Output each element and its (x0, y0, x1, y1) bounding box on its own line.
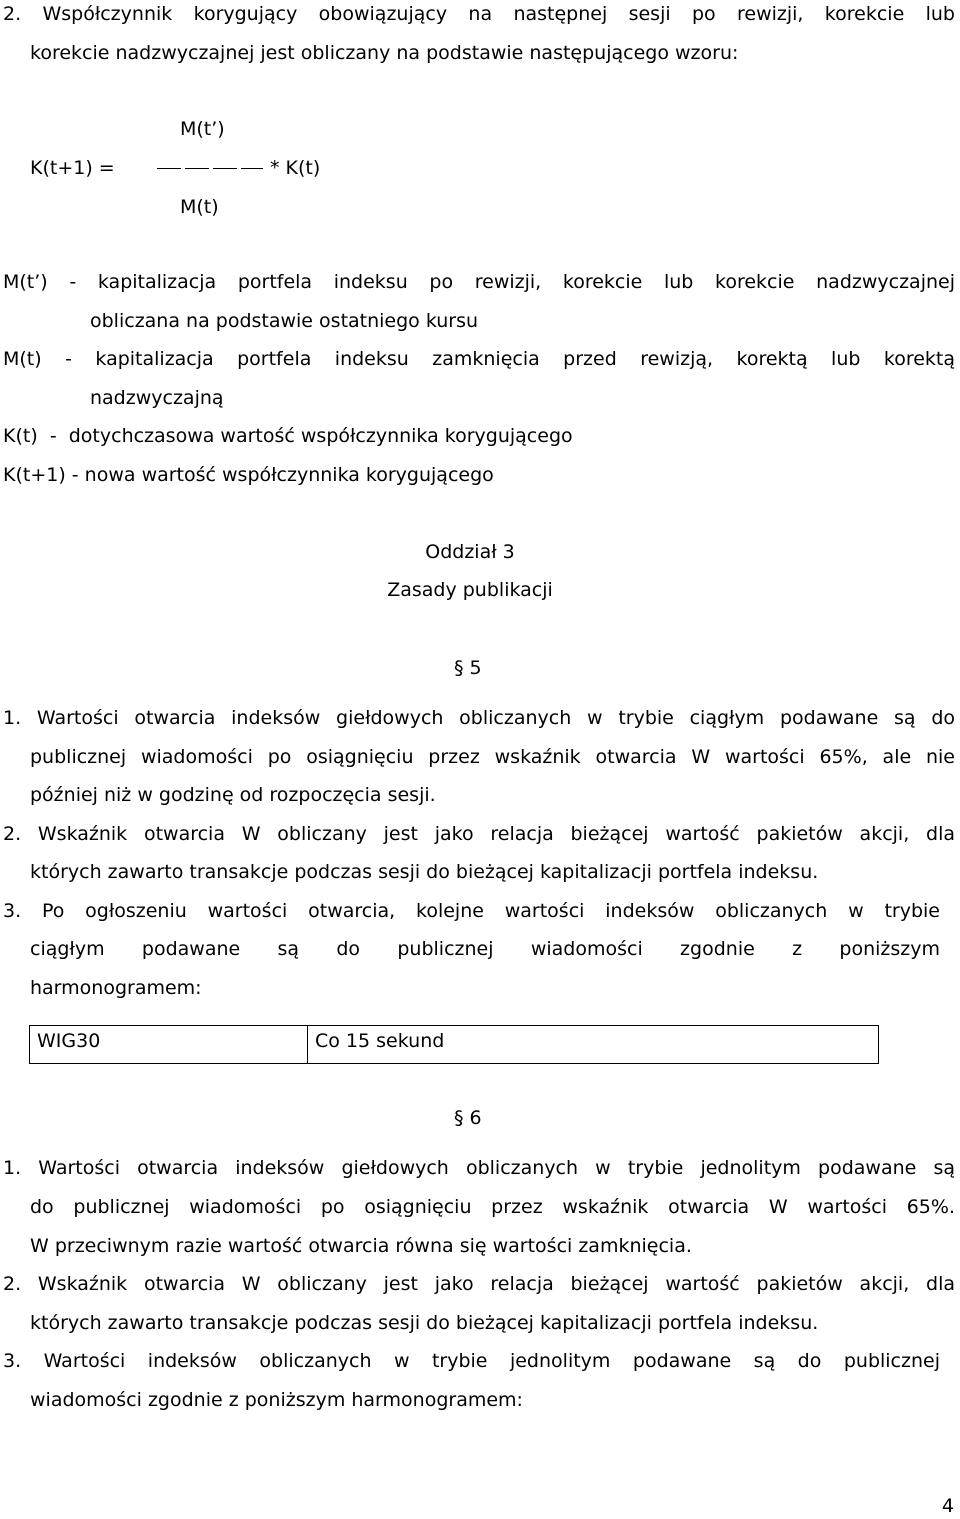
definition-2-line-1: M(t) - kapitalizacja portfela indeksu zamknięcia przed rewizją, korektą lub korektą (3, 348, 955, 370)
section-title: Oddział 3 (425, 541, 515, 563)
par5-point1-line2: publicznej wiadomości po osiągnięciu przez wskaźnik otwarcia W wartości 65%, ale nie (30, 746, 955, 768)
fraction-bar-segment (157, 168, 181, 169)
par5-point2-line2: których zawarto transakcje podczas sesji do bieżącej kapitalizacji portfela indeksu. (30, 861, 819, 883)
section-subtitle: Zasady publikacji (387, 579, 553, 601)
intro-line-2: korekcie nadzwyczajnej jest obliczany na podstawie następującego wzoru: (30, 42, 739, 64)
par5-point3-line2: ciągłym podawane są do publicznej wiadomości zgodnie z poniższym (30, 938, 940, 960)
par6-point1-line1: 1. Wartości otwarcia indeksów giełdowych obliczanych w trybie jednolitym podawane są (3, 1157, 955, 1179)
table-cell-index: WIG30 (30, 1026, 308, 1064)
definition-1-line-1: M(t’) - kapitalizacja portfela indeksu po rewizji, korekcie lub korekcie nadzwyczajnej (3, 271, 955, 293)
par6-point3-line2: wiadomości zgodnie z poniższym harmonogramem: (30, 1389, 523, 1411)
definition-3: K(t) - dotychczasowa wartość współczynnika korygującego (3, 425, 573, 447)
page-number: 4 (941, 1495, 954, 1517)
par5-point3-line1: 3. Po ogłoszeniu wartości otwarcia, kolejne wartości indeksów obliczanych w trybie (3, 900, 940, 922)
fraction-bar-segment (185, 168, 209, 169)
intro-line-1: 2. Współczynnik korygujący obowiązujący na następnej sesji po rewizji, korekcie lub (3, 3, 955, 25)
par5-point2-line1: 2. Wskaźnik otwarcia W obliczany jest jako relacja bieżącej wartość pakietów akcji, dla (3, 823, 955, 845)
par5-point1-line1: 1. Wartości otwarcia indeksów giełdowych obliczanych w trybie ciągłym podawane są do (3, 707, 955, 729)
definition-2-line-2: nadzwyczajną (90, 387, 224, 409)
par6-point1-line3: W przeciwnym razie wartość otwarcia równa się wartości zamknięcia. (30, 1235, 692, 1257)
par6-point1-line2: do publicznej wiadomości po osiągnięciu przez wskaźnik otwarcia W wartości 65%. (30, 1196, 955, 1218)
definition-4: K(t+1) - nowa wartość współczynnika korygującego (3, 464, 494, 486)
par5-point1-line3: później niż w godzinę od rozpoczęcia sesji. (30, 784, 436, 806)
par6-point2-line1: 2. Wskaźnik otwarcia W obliczany jest jako relacja bieżącej wartość pakietów akcji, dla (3, 1273, 955, 1295)
table-cell-frequency: Co 15 sekund (308, 1026, 879, 1064)
par5-point3-line3: harmonogramem: (30, 977, 202, 999)
formula-denominator: M(t) (180, 196, 219, 218)
paragraph-6-heading: § 6 (454, 1107, 482, 1129)
par6-point3-line1: 3. Wartości indeksów obliczanych w trybie jednolitym podawane są do publicznej (3, 1350, 940, 1372)
fraction-bar-segment (213, 168, 237, 169)
paragraph-5-heading: § 5 (454, 657, 482, 679)
formula-rhs: * K(t) (270, 157, 321, 179)
formula-lhs: K(t+1) = (30, 157, 115, 179)
table-row (30, 1026, 879, 1064)
fraction-bar-segment (241, 168, 263, 169)
schedule-table (29, 1025, 879, 1064)
formula-numerator: M(t’) (180, 118, 225, 140)
definition-1-line-2: obliczana na podstawie ostatniego kursu (90, 310, 479, 332)
par6-point2-line2: których zawarto transakcje podczas sesji do bieżącej kapitalizacji portfela indeksu. (30, 1312, 819, 1334)
